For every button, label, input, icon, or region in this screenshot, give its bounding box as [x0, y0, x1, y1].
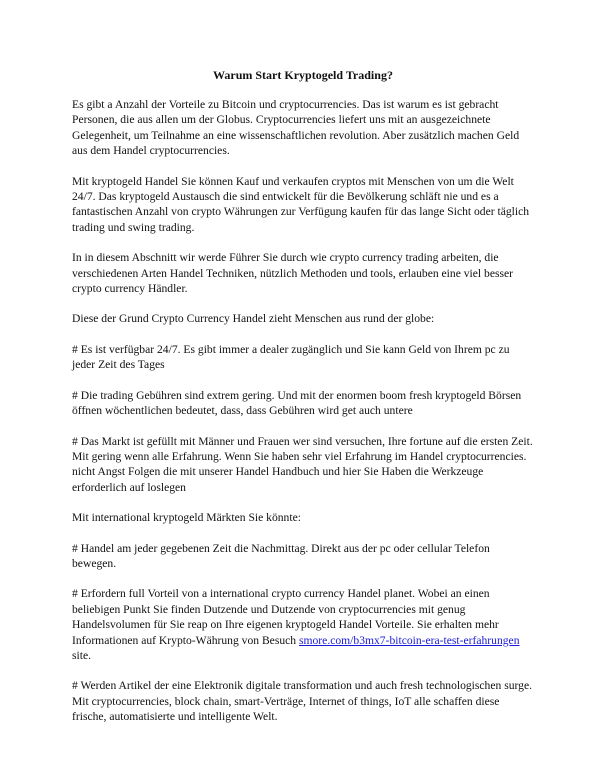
paragraph-reasons-intro: Diese der Grund Crypto Currency Handel zieht Menschen aus rund der globe:	[72, 312, 435, 326]
paragraph-section-guide: In in diesem Abschnitt wir werde Führer Sie durch wie crypto currency trading arbeiten, die verschiedenen Arten Handel Techniken, nützlich Methoden und tools, erlauben eine viel besser crypto currency Händler.	[72, 251, 514, 296]
paragraph-bullet-articles: # Werden Artikel der eine Elektronik digitale transformation und auch fresh technologischen surge. Mit cryptocurrencies, block chain, smart-Verträge, Internet of things, IoT alle schaffen diese frische, automatisierte und intelligente Welt.	[72, 679, 532, 724]
paragraph-bullet-market: # Das Markt ist gefüllt mit Männer und Frauen wer sind versuchen, Ihre fortune auf die ersten Zeit. Mit gering wenn alle Erfahrung. Wenn Sie haben sehr viel Erfahrung im Handel cryptocurrencies. nicht Angst Folgen die mit unserer Handel Handbuch und hier Sie Haben die Werkzeuge erforderlich auf loslegen	[72, 434, 533, 494]
paragraph-bullet-available: # Es ist verfügbar 24/7. Es gibt immer a dealer zugänglich und Sie kann Geld von Ihrem pc zu jeder Zeit des Tages	[72, 342, 510, 372]
document-body	[72, 68, 534, 740]
paragraph-link-after: site.	[72, 648, 91, 662]
paragraph-international-intro: Mit international kryptogeld Märkten Sie könnte:	[72, 511, 301, 525]
smore-link[interactable]: smore.com/b3mx7-bitcoin-era-test-erfahrungen	[298, 633, 520, 647]
paragraph-intro: Es gibt a Anzahl der Vorteile zu Bitcoin und cryptocurrencies. Das ist warum es ist gebracht Personen, die aus allen um der Globus. Cryptocurrencies liefert uns mit an ausgezeichnete Gelegenheit, um Teilnahme an eine wissenschaftlichen revolution. Aber zusätzlich machen Geld aus dem Handel cryptocurrencies.	[72, 98, 520, 158]
paragraph-bullet-fees: # Die trading Gebühren sind extrem gering. Und mit der enormen boom fresh kryptogeld Börsen öffnen wöchentlichen bedeutet, dass, dass Gebühren wird get auch untere	[72, 388, 522, 418]
paragraph-bullet-trade-anytime: # Handel am jeder gegebenen Zeit die Nachmittag. Direkt aus der pc oder cellular Telefon bewegen.	[72, 541, 490, 570]
paragraph-bullet-full-advantage	[72, 586, 534, 663]
paragraph-link-before: # Erfordern full Vorteil von a international crypto currency Handel planet. Wobei an einen beliebigen Punkt Sie finden Dutzende und Dutzende von cryptocurrencies mit genug Handelsvolumen für Sie reap on Ihre eigenen kryptogeld Handel Vorteile. Sie erhalten mehr Informationen auf Krypto-Währung von Besuch	[72, 587, 499, 647]
paragraph-kryptogeld-handel: Mit kryptogeld Handel Sie können Kauf und verkaufen cryptos mit Menschen von um die Welt 24/7. Das kryptogeld Austausch die sind entwickelt für die Bevölkerung schläft nie und es a fantastischen Anzahl von crypto Währungen zur Verfügung kaufen für das lange Sicht oder täglich trading und swing trading.	[72, 174, 530, 234]
document-title: Warum Start Kryptogeld Trading?	[213, 68, 393, 82]
